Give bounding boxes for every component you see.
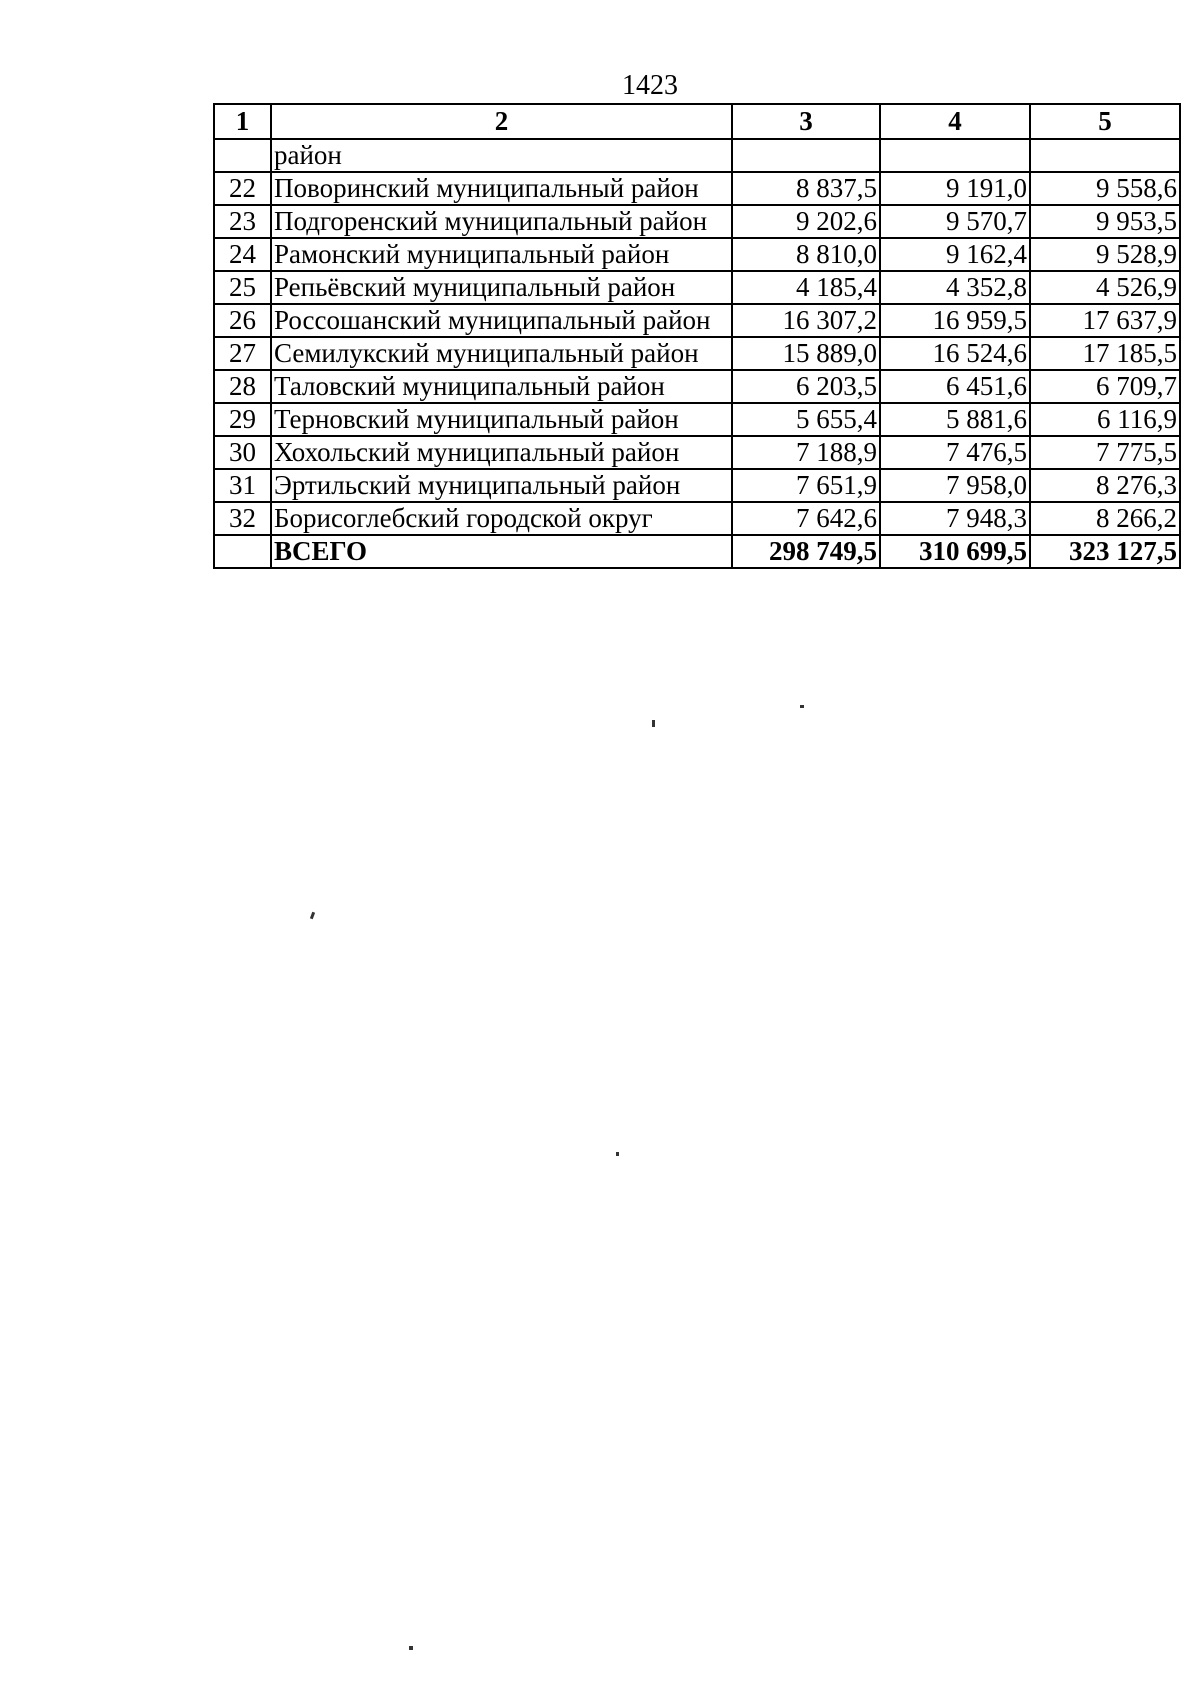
- data-table: [213, 103, 1181, 569]
- header-col-4: 4: [880, 104, 1030, 139]
- total-label: ВСЕГО: [271, 535, 732, 568]
- scan-speck: [800, 705, 804, 708]
- table-row: [214, 172, 1180, 205]
- header-col-3: 3: [732, 104, 880, 139]
- row-value-5: [1030, 139, 1180, 172]
- total-value-5: 323 127,5: [1030, 535, 1180, 568]
- row-value-5: 8 276,3: [1030, 469, 1180, 502]
- row-index: 30: [214, 436, 271, 469]
- row-index: 27: [214, 337, 271, 370]
- header-col-5: 5: [1030, 104, 1180, 139]
- header-col-2: 2: [271, 104, 732, 139]
- row-index: 25: [214, 271, 271, 304]
- row-value-4: 7 948,3: [880, 502, 1030, 535]
- row-value-5: 17 185,5: [1030, 337, 1180, 370]
- continuation-text: район: [271, 139, 732, 172]
- row-value-5: 17 637,9: [1030, 304, 1180, 337]
- row-value-3: 7 188,9: [732, 436, 880, 469]
- row-name: Поворинский муниципальный район: [271, 172, 732, 205]
- row-value-4: 6 451,6: [880, 370, 1030, 403]
- row-value-4: 9 191,0: [880, 172, 1030, 205]
- continuation-row: [214, 139, 1180, 172]
- row-index: 26: [214, 304, 271, 337]
- row-index: 24: [214, 238, 271, 271]
- row-name: Таловский муниципальный район: [271, 370, 732, 403]
- row-value-5: 6 709,7: [1030, 370, 1180, 403]
- row-value-4: 7 476,5: [880, 436, 1030, 469]
- table-row: [214, 469, 1180, 502]
- row-name: Семилукский муниципальный район: [271, 337, 732, 370]
- table-row: [214, 238, 1180, 271]
- row-value-3: 6 203,5: [732, 370, 880, 403]
- row-name: Терновский муниципальный район: [271, 403, 732, 436]
- total-value-3: 298 749,5: [732, 535, 880, 568]
- row-index: 29: [214, 403, 271, 436]
- row-name: Борисоглебский городской округ: [271, 502, 732, 535]
- row-value-5: 9 953,5: [1030, 205, 1180, 238]
- row-value-4: 9 570,7: [880, 205, 1030, 238]
- row-value-3: 7 642,6: [732, 502, 880, 535]
- row-value-4: 16 959,5: [880, 304, 1030, 337]
- total-value-4: 310 699,5: [880, 535, 1030, 568]
- row-name: Эртильский муниципальный район: [271, 469, 732, 502]
- table-row: [214, 436, 1180, 469]
- table-row: [214, 205, 1180, 238]
- table-row: [214, 337, 1180, 370]
- table-row: [214, 370, 1180, 403]
- row-name: Репьёвский муниципальный район: [271, 271, 732, 304]
- row-value-3: 8 810,0: [732, 238, 880, 271]
- scan-speck: [616, 1152, 619, 1156]
- row-value-5: 9 528,9: [1030, 238, 1180, 271]
- row-value-3: 8 837,5: [732, 172, 880, 205]
- row-value-3: 5 655,4: [732, 403, 880, 436]
- row-value-5: 6 116,9: [1030, 403, 1180, 436]
- row-name: Россошанский муниципальный район: [271, 304, 732, 337]
- row-value-3: [732, 139, 880, 172]
- row-value-3: 4 185,4: [732, 271, 880, 304]
- row-index: 28: [214, 370, 271, 403]
- page-number: 1423: [622, 70, 678, 101]
- table-row: [214, 502, 1180, 535]
- row-index: 32: [214, 502, 271, 535]
- row-index: [214, 139, 271, 172]
- row-name: Хохольский муниципальный район: [271, 436, 732, 469]
- row-value-5: 4 526,9: [1030, 271, 1180, 304]
- row-name: Рамонский муниципальный район: [271, 238, 732, 271]
- table-row: [214, 403, 1180, 436]
- row-value-3: 7 651,9: [732, 469, 880, 502]
- row-value-4: 5 881,6: [880, 403, 1030, 436]
- row-name: Подгоренский муниципальный район: [271, 205, 732, 238]
- row-index: [214, 535, 271, 568]
- row-value-5: 8 266,2: [1030, 502, 1180, 535]
- row-value-3: 16 307,2: [732, 304, 880, 337]
- row-index: 31: [214, 469, 271, 502]
- scan-speck: [310, 912, 315, 920]
- row-value-4: 16 524,6: [880, 337, 1030, 370]
- row-value-5: 9 558,6: [1030, 172, 1180, 205]
- table-row: [214, 304, 1180, 337]
- row-index: 23: [214, 205, 271, 238]
- row-value-4: 9 162,4: [880, 238, 1030, 271]
- row-index: 22: [214, 172, 271, 205]
- table-row: [214, 271, 1180, 304]
- header-row: [214, 104, 1180, 139]
- total-row: [214, 535, 1180, 568]
- scan-speck: [409, 1646, 413, 1650]
- row-value-3: 15 889,0: [732, 337, 880, 370]
- row-value-4: 4 352,8: [880, 271, 1030, 304]
- header-col-1: 1: [214, 104, 271, 139]
- row-value-3: 9 202,6: [732, 205, 880, 238]
- row-value-4: 7 958,0: [880, 469, 1030, 502]
- row-value-4: [880, 139, 1030, 172]
- row-value-5: 7 775,5: [1030, 436, 1180, 469]
- scan-speck: [652, 720, 655, 727]
